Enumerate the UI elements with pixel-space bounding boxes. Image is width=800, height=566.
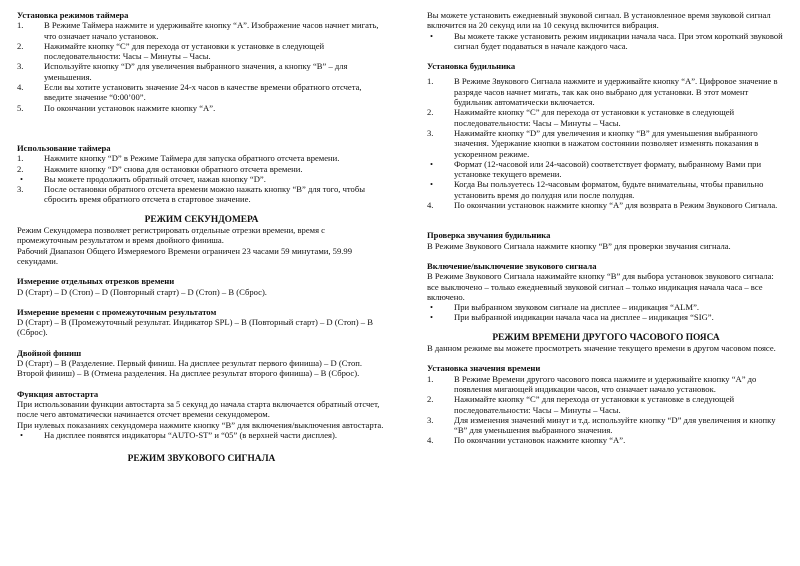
- item-number: 3.: [427, 127, 434, 138]
- section-title: Использование таймера: [17, 142, 111, 153]
- mode-heading: РЕЖИМ ВРЕМЕНИ ДРУГОГО ЧАСОВОГО ПОЯСА: [492, 332, 720, 343]
- list-item: [427, 107, 785, 128]
- item-number: 1.: [427, 76, 434, 87]
- item-number: 5.: [17, 102, 24, 113]
- list-item: [427, 128, 785, 159]
- list-item: [17, 103, 386, 113]
- item-text: При выбранной индикации начала часа на дисплее – индикация “SIG”.: [454, 312, 714, 323]
- bullet-icon: •: [430, 179, 434, 190]
- list-item: [427, 159, 785, 180]
- bullet-icon: •: [430, 158, 434, 169]
- bullet-icon: •: [20, 173, 24, 184]
- section-title: Установка режимов таймера: [17, 10, 129, 20]
- list-item: [17, 41, 386, 62]
- item-text: Нажимайте кнопку “C” для перехода от установки к установке в следующей последовательности: Часы – Минуты – Часы.: [454, 107, 735, 128]
- item-text: Нажмите кнопку “D” в Режиме Таймера для запуска обратного отсчета времени.: [44, 153, 340, 164]
- paragraph: В данном режиме вы можете просмотреть значение текущего времени в другом часовом поясе.: [427, 343, 776, 354]
- item-text: На дисплее появятся индикаторы “AUTO-ST” и “05” (в верхней части дисплея).: [44, 429, 337, 440]
- paragraph: При нулевых показаниях секундомера нажмите кнопку “B” для включения/выключения автостарта.: [17, 419, 384, 430]
- paragraph: При использовании функции автостарта за 5 секунд до начала старта включается обратный отсчет, после чего автоматически начинается отсчет времени секундомером.: [17, 398, 380, 420]
- item-number: 4.: [17, 82, 24, 93]
- item-number: 2.: [17, 163, 24, 174]
- paragraph: В Режиме Звукового Сигнала нажимайте кнопку “B” для выбора установок звукового сигнала: все выключено – только ежедневный звуковой сигнал – только индикация начала часа – все включено.: [427, 271, 774, 302]
- mode-heading: РЕЖИМ СЕКУНДОМЕРА: [144, 214, 259, 225]
- section-title: Функция автостарта: [17, 388, 99, 399]
- section-title: Измерение времени с промежуточным результатом: [17, 306, 217, 317]
- section-title: Измерение отдельных отрезков времени: [17, 276, 175, 287]
- item-number: 3.: [17, 184, 24, 195]
- item-text: Нажимайте кнопку “D” для увеличения и кнопку “B” для уменьшения выбранного значения. Удержание кнопки в нажатом состоянии позволяет изменять показания в ускоренном режиме.: [454, 127, 759, 159]
- item-text: Нажимайте кнопку “C” для перехода от установки к установке в следующей последовательности: Часы – Минуты – Часы.: [454, 394, 735, 415]
- list-item: [427, 31, 785, 52]
- list-item: [17, 20, 386, 41]
- bullet-icon: •: [430, 30, 434, 41]
- paragraph: D (Старт) – B (Промежуточный результат. Индикатор SPL) – B (Повторный старт) – D (Стоп) – B (Сброс).: [17, 317, 373, 338]
- list-item: [427, 200, 785, 210]
- list-item: [17, 174, 386, 184]
- section-title: Проверка звучания будильника: [427, 230, 551, 241]
- list-item: [427, 415, 785, 436]
- bullet-icon: •: [430, 302, 434, 313]
- section-title: Включение/выключение звукового сигнала: [427, 260, 597, 271]
- item-text: В Режиме Звукового Сигнала нажмите и удерживайте кнопку “A”. Цифровое значение в разряде часов начнет мигать, так как оно выбрано для установки. В этот момент будильник автоматически включается.: [454, 76, 778, 108]
- item-text: Когда Вы пользуетесь 12-часовым форматом, будьте внимательны, чтобы правильно установить время до полудня или после полудня.: [454, 179, 764, 200]
- item-text: В Режиме Времени другого часового пояса нажмите и удерживайте кнопку “A” до появления мигающей индикации часов, что означает начало установок.: [454, 373, 757, 394]
- section-title: Двойной финиш: [17, 347, 82, 358]
- section-title: Установка значения времени: [427, 363, 541, 374]
- list-item: [427, 179, 785, 200]
- list-item: [427, 374, 785, 395]
- item-text: Вы можете продолжить обратный отсчет, нажав кнопку “D”.: [44, 173, 266, 184]
- item-number: 2.: [17, 40, 24, 51]
- item-number: 2.: [427, 107, 434, 118]
- list-item: [17, 153, 386, 163]
- paragraph: D (Старт) – D (Стоп) – D (Повторный старт) – D (Стоп) – B (Сброс).: [17, 286, 267, 297]
- item-text: Если вы хотите установить значение 24-х часов в качестве времени обратного отсчета, введите значение “0:00’00”.: [44, 82, 362, 103]
- bullet-icon: •: [20, 429, 24, 440]
- paragraph: Режим Секундомера позволяет регистрировать отдельные отрезки времени, время с промежуточным результатом и время двойного финиша.: [17, 225, 325, 246]
- paragraph: D (Старт) – B (Разделение. Первый финиш. На дисплее результат первого финиша) – D (Стоп. Второй финиш) – B (Отмена разделения. На дисплее результат второго финиша) – B (Сброс).: [17, 358, 362, 379]
- list-item: [427, 76, 785, 107]
- item-text: Нажмите кнопку “D” снова для остановки обратного отсчета времени.: [44, 163, 303, 174]
- item-number: 1.: [17, 20, 24, 31]
- list-item: [17, 61, 386, 82]
- item-text: По окончании установок нажмите кнопку “A”.: [44, 102, 216, 113]
- paragraph: Вы можете установить ежедневный звуковой сигнал. В установленное время звуковой сигнал включится на 20 секунд или на 10 секунд включится вибрация.: [427, 10, 771, 31]
- list-item: [17, 164, 386, 174]
- list-item: [427, 435, 785, 445]
- item-number: 4.: [427, 200, 434, 211]
- item-number: 1.: [427, 373, 434, 384]
- item-number: 4.: [427, 435, 434, 446]
- item-text: По окончании установок нажмите кнопку “A” для возврата в Режим Звукового Сигнала.: [454, 200, 778, 211]
- item-text: Нажимайте кнопку “C” для перехода от установки к установке в следующей последовательности: Часы – Минуты – Часы.: [44, 40, 325, 62]
- list-item: [17, 82, 386, 103]
- item-text: Используйте кнопку “D” для увеличения выбранного значения, а кнопку “B” – для уменьшения.: [44, 61, 348, 82]
- list-item: [427, 394, 785, 415]
- list-item: [427, 312, 785, 322]
- item-number: 1.: [17, 153, 24, 164]
- item-number: 2.: [427, 394, 434, 405]
- mode-heading: РЕЖИМ ЗВУКОВОГО СИГНАЛА: [127, 454, 276, 465]
- item-text: Для изменения значений минут и т.д. используйте кнопку “D” для увеличения и кнопку “B” для уменьшения выбранного значения.: [454, 414, 776, 436]
- item-text: По окончании установок нажмите кнопку “A”.: [454, 435, 626, 446]
- item-text: Формат (12-часовой или 24-часовой) соответствует формату, выбранному Вами при установке текущего времени.: [454, 158, 762, 180]
- section-title: Установка будильника: [427, 61, 516, 72]
- bullet-icon: •: [430, 312, 434, 323]
- paragraph: В Режиме Звукового Сигнала нажмите кнопку “B” для проверки звучания сигнала.: [427, 240, 731, 251]
- item-number: 3.: [427, 414, 434, 425]
- left-column: [17, 10, 386, 464]
- item-text: В Режиме Таймера нажмите и удерживайте кнопку “A”. Изображение часов начнет мигать, что означает начало установок.: [44, 20, 379, 41]
- list-item: [17, 184, 386, 205]
- item-text: При выбранном звуковом сигнале на дисплее – индикация “ALM”.: [454, 302, 700, 313]
- item-text: После остановки обратного отсчета времени можно нажать кнопку “B” для того, чтобы сбросить время обратного отсчета в стартовое значение.: [44, 184, 365, 205]
- paragraph: Рабочий Диапазон Общего Измеряемого Времени ограничен 23 часами 59 минутами, 59.99 секундами.: [17, 245, 353, 266]
- item-text: Вы можете также установить режим индикации начала часа. При этом короткий звуковой сигнал будет подаваться в начале каждого часа.: [454, 30, 783, 51]
- right-column: [427, 10, 785, 446]
- item-number: 3.: [17, 61, 24, 72]
- list-item: [17, 430, 386, 440]
- list-item: [427, 302, 785, 312]
